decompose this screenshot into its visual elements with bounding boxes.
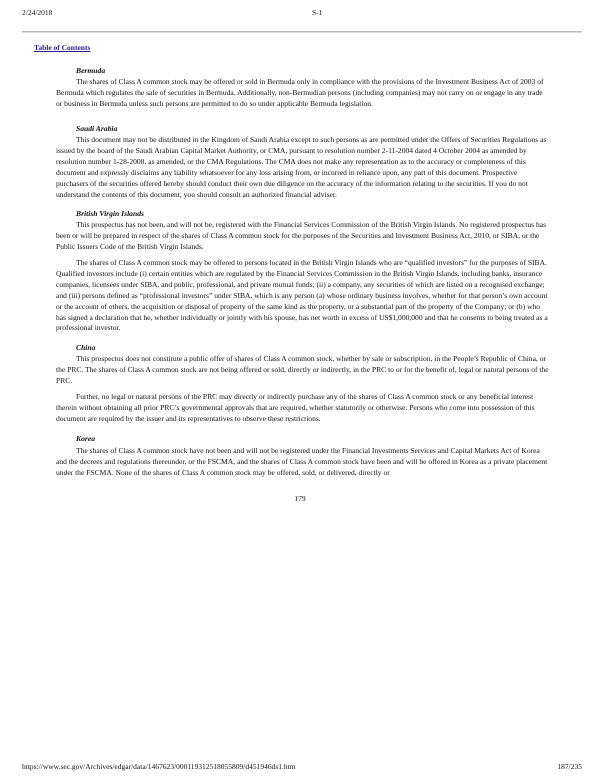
section-heading-saudi-arabia: Saudi Arabia <box>76 124 118 133</box>
section-heading-bermuda: Bermuda <box>76 66 106 75</box>
footer-page-count: 187/235 <box>557 762 582 771</box>
table-of-contents-link[interactable]: Table of Contents <box>34 43 91 52</box>
footer-url: https://www.sec.gov/Archives/edgar/data/1467623/000119312518055809/d451946ds1.htm <box>22 762 296 771</box>
paragraph: The shares of Class A common stock may be offered to persons located in the British Virgin Islands who are “qualified investors” for the purposes of SIBA. Qualified investors include (i) certain entities which are regulated by the Financial Services Commission in the British Virgin Islands, including banks, insurance companies, licensees under SIBA, and public, professional, and private mutual funds; (ii) a company, any securities of which are listed on a recognised exchange; and (iii) persons defined as “professional investors” under SIBA, which is any person (a) whose ordinary business involves, whether for that person’s own account or the account of others, the acquisition or disposal of property of the same kind as the property, or a substantial part of the property of the Company; or (b) who has signed a declaration that he, whether individually or jointly with his spouse, has net worth in excess of US$1,000,000 and that he consents to being treated as a professional investor. <box>56 258 548 333</box>
paragraph: This prospectus does not constitute a public offer of shares of Class A common stock, whether by sale or subscription, in the People’s Republic of China, or the PRC. The shares of Class A common stock are not being offered or sold, directly or indirectly, in the PRC to or for the benefit of, legal or natural persons of the PRC. <box>56 354 549 385</box>
paragraph: This document may not be distributed in the Kingdom of Saudi Arabia except to such persons as are permitted under the Offers of Securities Regulations as issued by the board of the Saudi Arabian Capital Market Authority, or CMA, pursuant to resolution number 2-11-2004 dated 4 October 2004 as amended by resolution number 1-28-2008, as amended, or the CMA Regulations. The CMA does not make any representation as to the accuracy or completeness of this document and expressly disclaims any liability whatsoever for any loss arising from, or incurred in reliance upon, any part of this document. Prospective purchasers of the securities offered hereby should conduct their own due diligence on the accuracy of the information relating to the securities. If you do not understand the contents of this document, you should consult an authorized financial adviser. <box>56 135 547 199</box>
paragraph: The shares of Class A common stock may be offered or sold in Bermuda only in compliance with the provisions of the Investment Business Act of 2003 of Bermuda which regulates the sale of securities in Bermuda. Additionally, non-Bermudian persons (including companies) may not carry on or engage in any trade or business in Bermuda unless such persons are permitted to do so under applicable Bermuda legislation. <box>56 77 544 108</box>
section-heading-china: China <box>76 343 96 352</box>
section-heading-korea: Korea <box>76 434 95 443</box>
paragraph: This prospectus has not been, and will not be, registered with the Financial Services Commission of the British Virgin Islands. No registered prospectus has been or will be prepared in respect of the shares of Class A common stock for the purposes of the Securities and Investment Business Act, 2010, or SIBA, or the Public Issuers Code of the British Virgin Islands. <box>56 220 547 251</box>
page-number: 179 <box>294 494 306 503</box>
header-divider <box>22 31 582 33</box>
paragraph: The shares of Class A common stock have not been and will not be registered under the Financial Investments Services and Capital Markets Act of Korea and the decrees and regulations thereunder, or the FSCMA, and the shares of Class A common stock have been and will be offered in Korea as a private placement under the FSCMA. None of the shares of Class A common stock may be offered, sold, or delivered, directly or <box>56 446 548 477</box>
print-date: 2/24/2018 <box>22 8 53 17</box>
document-title: S-1 <box>312 8 323 17</box>
section-heading-british-virgin-islands: British Virgin Islands <box>76 209 144 218</box>
paragraph: Further, no legal or natural persons of the PRC may directly or indirectly purchase any of the shares of Class A common stock or any beneficial interest therein without obtaining all prior PRC’s governmental approvals that are required, whether statutorily or otherwise. Persons who come into possession of this document are required by the issuer and its representatives to observe these restrictions. <box>56 392 535 423</box>
